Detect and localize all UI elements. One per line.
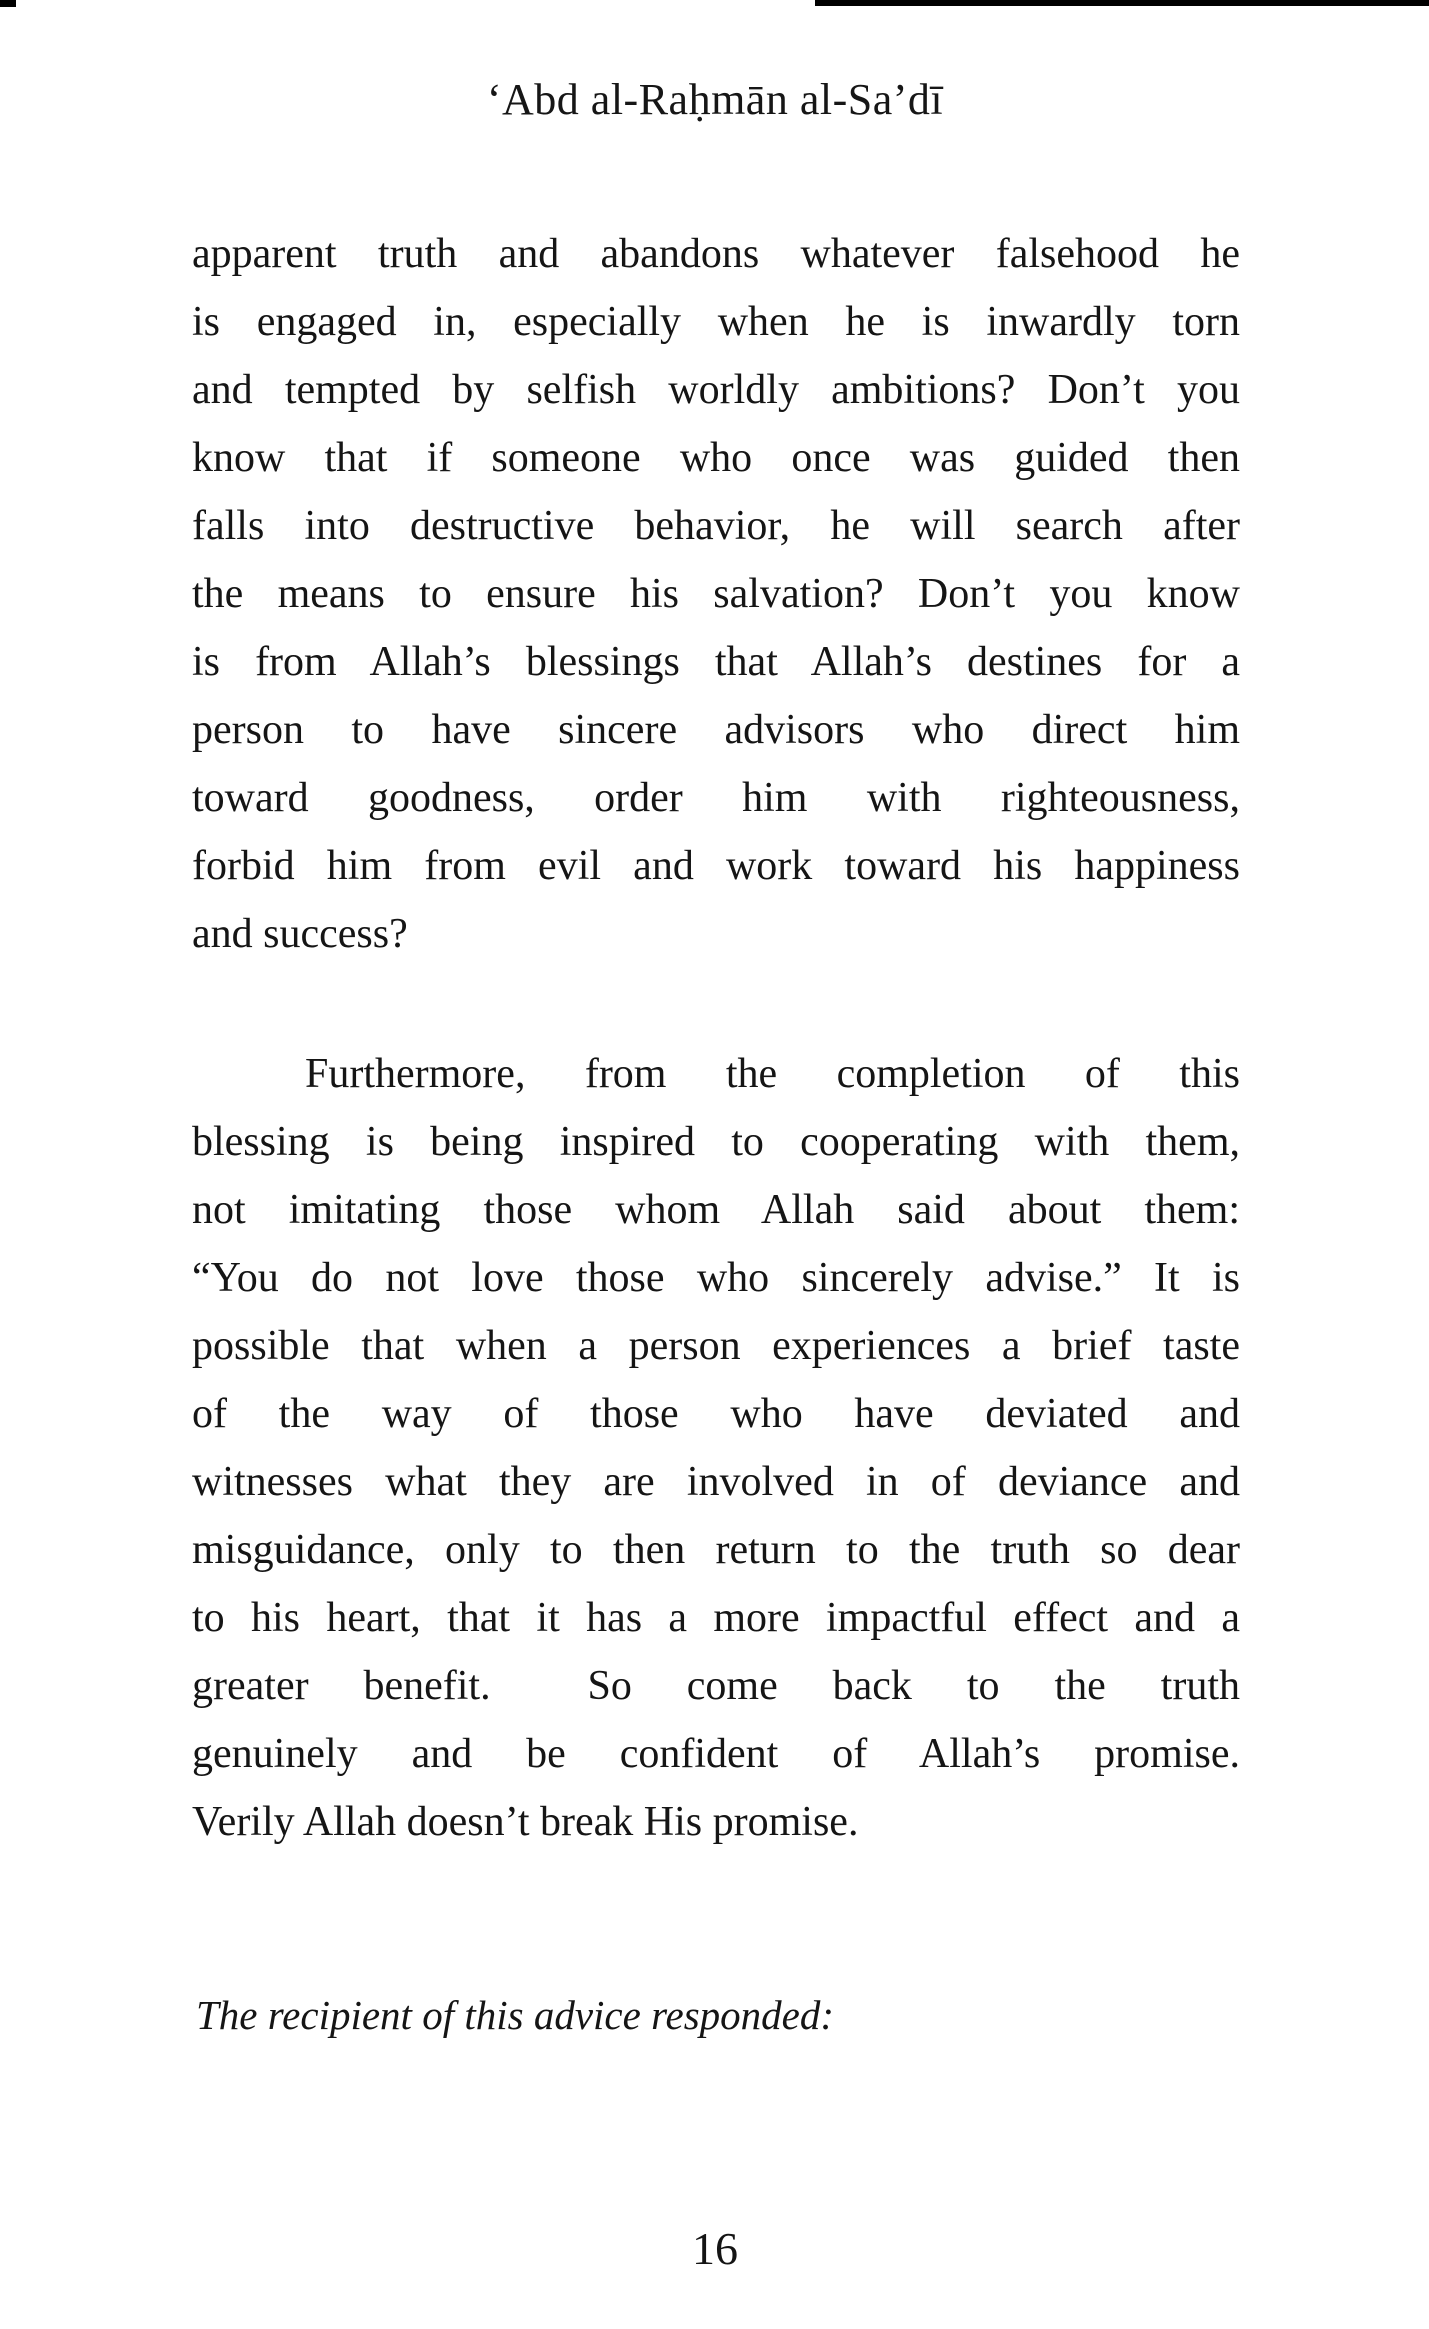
text-line: Furthermore, from the completion of this [305, 1051, 1240, 1097]
scan-artifact-top-bar [815, 0, 1429, 6]
text-line: forbid him from evil and work toward his happiness [192, 843, 1240, 889]
text-line: apparent truth and abandons whatever falsehood he [192, 231, 1240, 277]
paragraph-2 [192, 1040, 1240, 1856]
text-line: witnesses what they are involved in of deviance and [192, 1459, 1240, 1505]
text-line: not imitating those whom Allah said about them: [192, 1187, 1240, 1233]
text-line: Verily Allah doesn’t break His promise. [192, 1799, 859, 1845]
text-line: toward goodness, order him with righteousness, [192, 775, 1240, 821]
text-line: is from Allah’s blessings that Allah’s destines for a [192, 639, 1240, 685]
closing-italic-line: The recipient of this advice responded: [196, 1992, 835, 2038]
scan-artifact-corner-mark [0, 0, 16, 7]
text-line: greater benefit. So come back to the truth [192, 1663, 1240, 1709]
body-text [192, 220, 1240, 1856]
text-line: and success? [192, 911, 408, 957]
text-line: “You do not love those who sincerely advise.” It is [192, 1255, 1240, 1301]
text-line: blessing is being inspired to cooperating with them, [192, 1119, 1240, 1165]
text-line: and tempted by selfish worldly ambitions? Don’t you [192, 367, 1240, 413]
paragraph-1 [192, 220, 1240, 968]
text-line: to his heart, that it has a more impactful effect and a [192, 1595, 1240, 1641]
page-number: 16 [692, 2223, 738, 2274]
running-header: ‘Abd al-Raḥmān al-Sa’dī [486, 75, 944, 124]
text-line: is engaged in, especially when he is inwardly torn [192, 299, 1240, 345]
text-line: falls into destructive behavior, he will search after [192, 503, 1240, 549]
text-line: know that if someone who once was guided then [192, 435, 1240, 481]
text-line: of the way of those who have deviated and [192, 1391, 1240, 1437]
text-line: person to have sincere advisors who direct him [192, 707, 1240, 753]
text-line: genuinely and be confident of Allah’s promise. [192, 1731, 1240, 1777]
text-line: misguidance, only to then return to the truth so dear [192, 1527, 1240, 1573]
text-line: possible that when a person experiences a brief taste [192, 1323, 1240, 1369]
text-line: the means to ensure his salvation? Don’t you know [192, 571, 1240, 617]
